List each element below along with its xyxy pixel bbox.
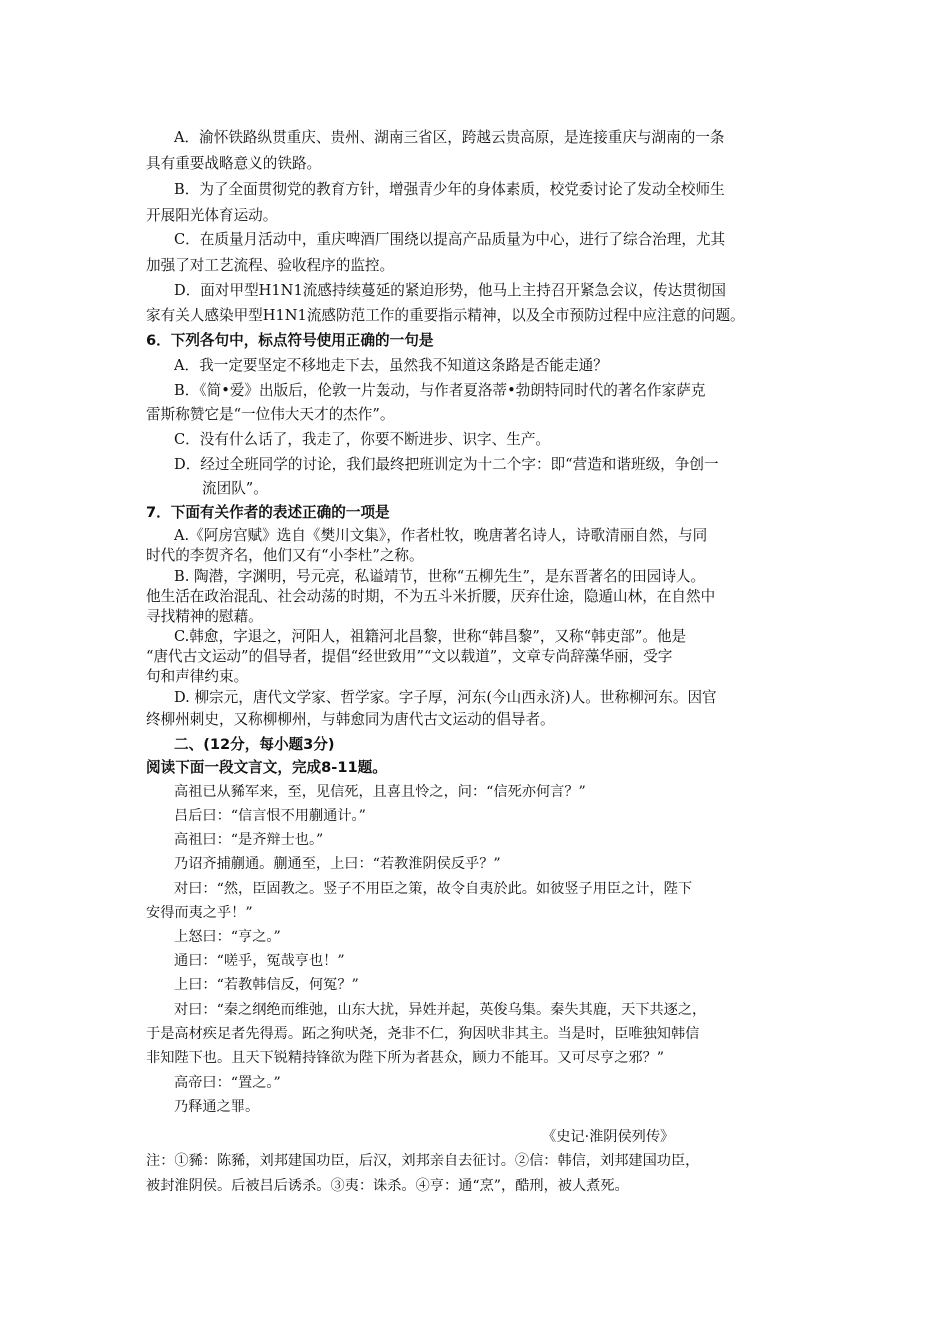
passage-note-line2: 被封淮阴侯。后被吕后诱杀。③夷：诛杀。④亨：通“烹”，酷刑，被人煮死。 bbox=[146, 1178, 629, 1194]
passage-line: 非知陛下也。且天下锐精持锋欲为陛下所为者甚众，顾力不能耳。又可尽亨之邪？” bbox=[146, 1050, 665, 1066]
q5-option-c-line1: C．在质量月活动中，重庆啤酒厂围绕以提高产品质量为中心，进行了综合治理，尤其 bbox=[174, 231, 726, 248]
q7-stem: 7．下面有关作者的表述正确的一项是 bbox=[146, 504, 390, 521]
q5-option-a-line1: A．渝怀铁路纵贯重庆、贵州、湖南三省区，跨越云贵高原，是连接重庆与湖南的一条 bbox=[174, 129, 725, 146]
section2-instruction: 阅读下面一段文言文，完成8-11题。 bbox=[146, 759, 387, 776]
q6-stem: 6．下列各句中，标点符号使用正确的一句是 bbox=[146, 332, 434, 349]
q6-option-d-line1: D．经过全班同学的讨论，我们最终把班训定为十二个字：即“营造和谐班级，争创一 bbox=[174, 456, 719, 473]
q5-option-d-line1: D．面对甲型H1N1流感持续蔓延的紧迫形势，他马上主持召开紧急会议，传达贯彻国 bbox=[174, 282, 726, 299]
q6-option-b-line1: B．《简•爱》出版后，伦敦一片轰动，与作者夏洛蒂•勃朗特同时代的著名作家萨克 bbox=[174, 382, 706, 399]
q5-option-d-line2: 家有关人感染甲型H1N1流感防范工作的重要指示精神，以及全市预防过程中应注意的问题。 bbox=[146, 307, 745, 324]
q6-option-c: C．没有什么话了，我走了，你要不断进步、识字、生产。 bbox=[174, 431, 551, 448]
q5-option-a-line2: 具有重要战略意义的铁路。 bbox=[146, 155, 322, 172]
passage-line: 乃诏齐捕蒯通。蒯通至，上曰：“若教淮阴侯反乎？” bbox=[174, 856, 501, 872]
q6-option-a: A．我一定要坚定不移地走下去，虽然我不知道这条路是否能走通？ bbox=[174, 357, 608, 374]
passage-line: 安得而夷之乎！” bbox=[146, 905, 253, 921]
passage-line: 高祖曰：“是齐辩士也。” bbox=[174, 832, 324, 848]
section2-heading: 二、(12分，每小题3分) bbox=[174, 736, 335, 753]
q6-option-d-line2: 流团队”。 bbox=[202, 480, 268, 497]
q7-option-c-line1: C.韩愈，字退之，河阳人，祖籍河北昌黎，世称“韩昌黎”，又称“韩吏部”。他是 bbox=[174, 628, 687, 645]
q7-option-a-line1: A.《阿房宫赋》选自《樊川文集》，作者杜牧，晚唐著名诗人，诗歌清丽自然，与同 bbox=[174, 527, 708, 544]
passage-line: 上怒曰：“亨之。” bbox=[174, 929, 281, 945]
passage-line: 通曰：“嗟乎，冤哉亨也！” bbox=[174, 953, 345, 969]
passage-source: 《史记·淮阴侯列传》 bbox=[542, 1129, 675, 1145]
passage-line: 于是高材疾足者先得焉。跖之狗吠尧，尧非不仁，狗因吠非其主。当是时，臣唯独知韩信 bbox=[146, 1026, 700, 1042]
passage-line: 上曰：“若教韩信反，何冤？” bbox=[174, 977, 359, 993]
q5-option-b-line1: B．为了全面贯彻党的教育方针，增强青少年的身体素质，校党委讨论了发动全校师生 bbox=[174, 181, 725, 198]
q7-option-d-line1: D. 柳宗元，唐代文学家、哲学家。字子厚，河东(今山西永济)人。世称柳河东。因官 bbox=[174, 689, 717, 706]
q7-option-b-line2: 他生活在政治混乱、社会动荡的时期，不为五斗米折腰，厌弃仕途，隐遁山林，在自然中 bbox=[146, 588, 716, 605]
q6-option-b-line2: 雷斯称赞它是“一位伟大天才的杰作”。 bbox=[146, 406, 395, 423]
q7-option-c-line3: 句和声律约束。 bbox=[146, 668, 249, 685]
q7-option-b-line1: B. 陶潜，字渊明，号元亮，私谥靖节，世称“五柳先生”，是东晋著名的田园诗人。 bbox=[174, 568, 706, 585]
passage-line: 高祖已从豨军来，至，见信死，且喜且怜之，问：“信死亦何言？” bbox=[174, 784, 586, 800]
passage-line: 吕后曰：“信言恨不用蒯通计。” bbox=[174, 808, 366, 824]
q7-option-d-line2: 终柳州刺史，又称柳柳州，与韩愈同为唐代古文运动的倡导者。 bbox=[146, 711, 555, 728]
q7-option-b-line3: 寻找精神的慰藉。 bbox=[146, 608, 263, 625]
q7-option-a-line2: 时代的李贺齐名，他们又有“小李杜”之称。 bbox=[146, 547, 424, 564]
q5-option-b-line2: 开展阳光体育运动。 bbox=[146, 207, 278, 224]
passage-line: 高帝曰：“置之。” bbox=[174, 1075, 281, 1091]
q5-option-c-line2: 加强了对工艺流程、验收程序的监控。 bbox=[146, 257, 395, 274]
passage-line: 对曰：“秦之纲绝而维弛，山东大扰，异姓并起，英俊乌集。秦失其鹿，天下共逐之， bbox=[174, 1002, 707, 1018]
q7-option-c-line2: “唐代古文运动”的倡导者，提倡“经世致用”“文以载道”，文章专尚辞藻华丽，受字 bbox=[146, 648, 673, 665]
passage-note-line1: 注：①豨：陈豨，刘邦建国功臣，后汉，刘邦亲自去征讨。②信：韩信，刘邦建国功臣， bbox=[146, 1153, 700, 1169]
passage-line: 对曰：“然，臣固教之。竖子不用臣之策，故令自夷於此。如彼竖子用臣之计，陛下 bbox=[174, 881, 693, 897]
passage-line: 乃释通之罪。 bbox=[174, 1099, 260, 1115]
